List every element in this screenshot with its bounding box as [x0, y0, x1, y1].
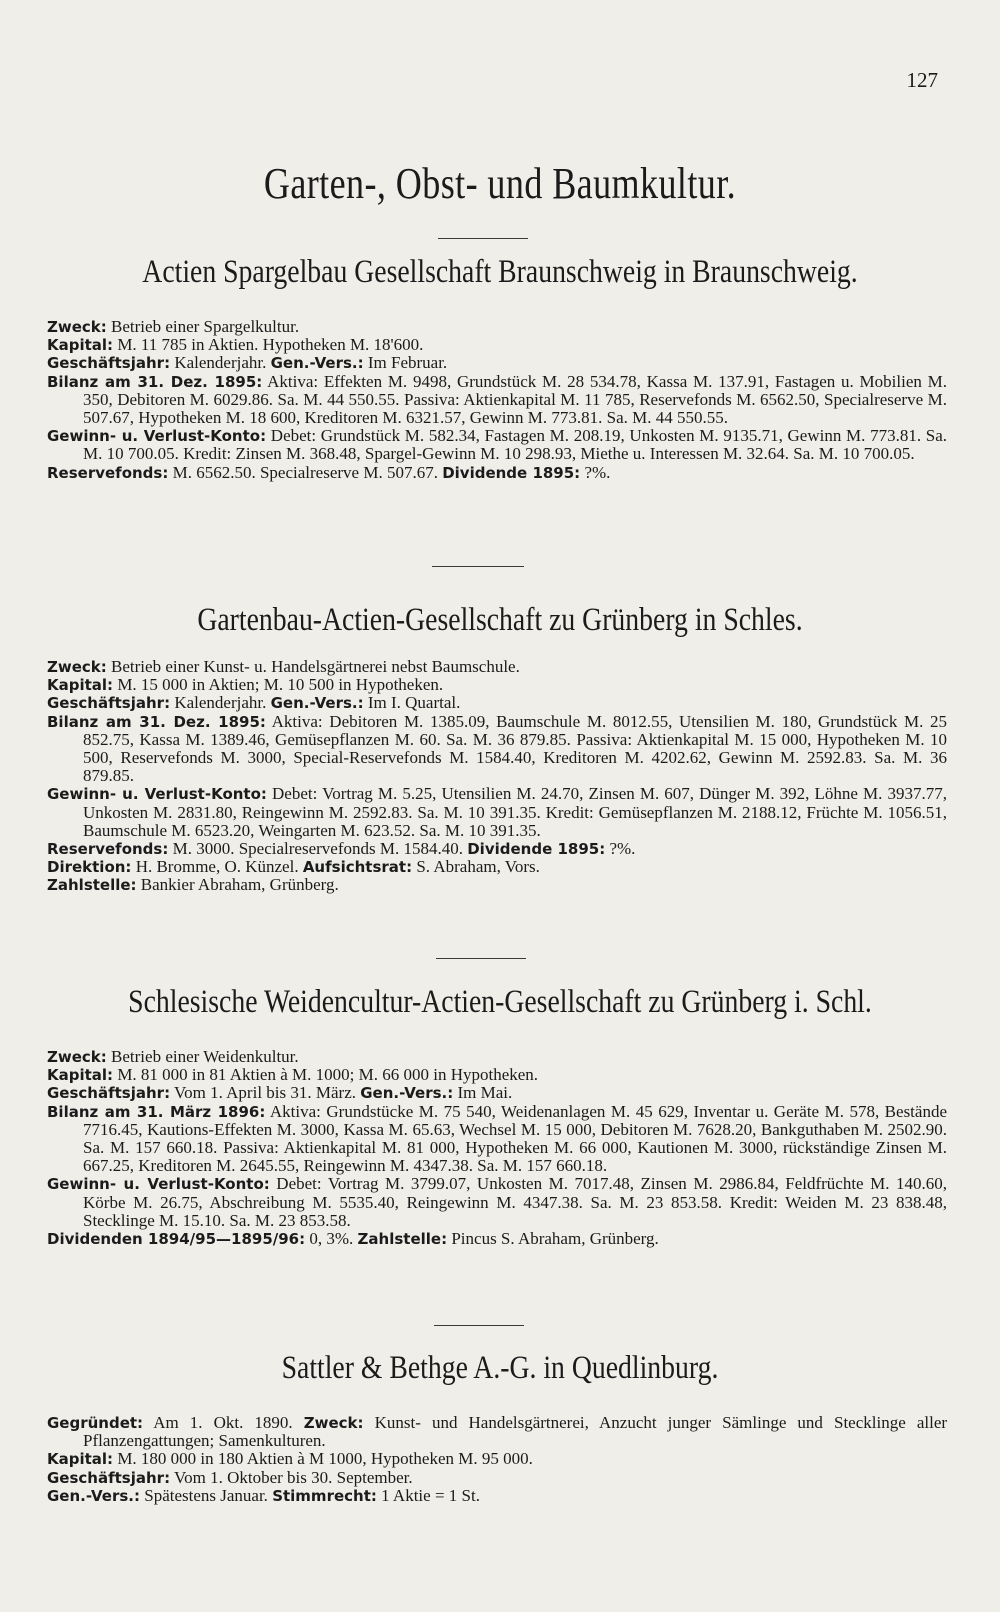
entry-gegruendet: Gegründet: Am 1. Okt. 1890. Zweck: Kunst- und Handelsgärtnerei, Anzucht junger Sämlinge und Stecklinge aller Pflanzengattungen; Samenkulturen.	[47, 1413, 948, 1451]
company-heading: Sattler & Bethge A.-G. in Quedlinburg.	[281, 1350, 719, 1386]
page-number: 127	[906, 68, 938, 92]
entry-kapital: Kapital: M. 11 785 in Aktien. Hypotheken M. 18'600.	[47, 335, 424, 355]
entry-direktion: Direktion: H. Bromme, O. Künzel. Aufsichtsrat: S. Abraham, Vors.	[47, 857, 540, 877]
company-entries	[47, 1048, 947, 1248]
company-entries	[47, 658, 947, 895]
company-heading: Actien Spargelbau Gesellschaft Braunschweig in Braunschweig.	[142, 254, 858, 290]
entry-geschaeftsjahr: Geschäftsjahr: Vom 1. April bis 31. März. Gen.-Vers.: Im Mai.	[47, 1083, 513, 1103]
title-divider	[438, 238, 528, 239]
section-divider	[432, 566, 524, 567]
entry-gen-vers: Gen.-Vers.: Spätestens Januar. Stimmrecht: 1 Aktie = 1 St.	[47, 1485, 480, 1505]
entry-bilanz: Bilanz am 31. Dez. 1895: Aktiva: Effekten M. 9498, Grundstück M. 28 534.78, Kassa M. 137.91, Fastagen u. Mobilien M. 350, Debitoren M. 6029.86. Sa. M. 44 550.55. Passiva: Aktienkapital M. 11 785, Reservefonds M. 6562.50, Specialreserve M. 507.67, Hypotheken M. 18 600, Kreditoren M. 6321.57, Gewinn M. 773.81. Sa. M. 44 550.55.	[47, 371, 948, 428]
main-title: Garten-, Obst- und Baumkultur.	[263, 159, 737, 208]
entry-reservefonds: Reservefonds: M. 3000. Specialreservefonds M. 1584.40. Dividende 1895: ?%.	[47, 839, 636, 859]
section-divider	[436, 958, 526, 959]
entry-reservefonds: Reservefonds: M. 6562.50. Specialreserve M. 507.67. Dividende 1895: ?%.	[47, 462, 611, 482]
entry-bilanz: Bilanz am 31. Dez. 1895: Aktiva: Debitoren M. 1385.09, Baumschule M. 8012.55, Utensilien M. 180, Grundstück M. 25 852.75, Kassa M. 1389.46, Gemüsepflanzen M. 60. Sa. M. 36 879.85. Passiva: Aktienkapital M. 15 000, Hypotheken M. 10 500, Reservefonds M. 3000, Special-Reservefonds M. 1584.40, Kreditoren M. 4202.62, Gewinn M. 2592.83. Sa. M. 36 879.85.	[47, 711, 948, 786]
company-heading: Schlesische Weidencultur-Actien-Gesellschaft zu Grünberg i. Schl.	[128, 984, 872, 1020]
company-heading: Gartenbau-Actien-Gesellschaft zu Grünberg in Schles.	[197, 602, 803, 638]
entry-geschaeftsjahr: Geschäftsjahr: Vom 1. Oktober bis 30. September.	[47, 1467, 413, 1487]
entry-zweck: Zweck: Betrieb einer Spargelkultur.	[47, 317, 300, 336]
entry-kapital: Kapital: M. 81 000 in 81 Aktien à M. 1000; M. 66 000 in Hypotheken.	[47, 1065, 539, 1085]
entry-kapital: Kapital: M. 15 000 in Aktien; M. 10 500 in Hypotheken.	[47, 675, 444, 695]
entry-geschaeftsjahr: Geschäftsjahr: Kalenderjahr. Gen.-Vers.: Im I. Quartal.	[47, 693, 461, 713]
company-entries	[47, 318, 947, 482]
entry-dividenden: Dividenden 1894/95—1895/96: 0, 3%. Zahlstelle: Pincus S. Abraham, Grünberg.	[47, 1229, 659, 1249]
entry-gewinn-verlust: Gewinn- u. Verlust-Konto: Debet: Grundstück M. 582.34, Fastagen M. 208.19, Unkosten M. 9135.71, Gewinn M. 773.81. Sa. M. 10 700.05. Kredit: Zinsen M. 368.48, Spargel-Gewinn M. 10 298.93, Miethe u. Interessen M. 32.64. Sa. M. 10 700.05.	[47, 426, 948, 464]
section-divider	[434, 1325, 524, 1326]
company-entries	[47, 1414, 947, 1505]
entry-gewinn-verlust: Gewinn- u. Verlust-Konto: Debet: Vortrag M. 3799.07, Unkosten M. 7017.48, Zinsen M. 2986.84, Feldfrüchte M. 140.60, Körbe M. 26.75, Abschreibung M. 5535.40, Reingewinn M. 4347.38. Sa. M. 23 853.58. Kredit: Weiden M. 23 838.48, Stecklinge M. 15.10. Sa. M. 23 853.58.	[47, 1174, 948, 1230]
entry-geschaeftsjahr: Geschäftsjahr: Kalenderjahr. Gen.-Vers.: Im Februar.	[47, 353, 448, 373]
entry-gewinn-verlust: Gewinn- u. Verlust-Konto: Debet: Vortrag M. 5.25, Utensilien M. 24.70, Zinsen M. 607, Dünger M. 392, Löhne M. 3937.77, Unkosten M. 2831.80, Reingewinn M. 2592.83. Sa. M. 10 391.35. Kredit: Gemüsepflanzen M. 2188.12, Früchte M. 1056.51, Baumschule M. 6523.20, Weingarten M. 623.52. Sa. M. 10 391.35.	[47, 784, 948, 840]
entry-zweck: Zweck: Betrieb einer Kunst- u. Handelsgärtnerei nebst Baumschule.	[47, 657, 520, 676]
entry-kapital: Kapital: M. 180 000 in 180 Aktien à M 1000, Hypotheken M. 95 000.	[47, 1449, 533, 1469]
entry-zweck: Zweck: Betrieb einer Weidenkultur.	[47, 1047, 299, 1066]
entry-bilanz: Bilanz am 31. März 1896: Aktiva: Grundstücke M. 75 540, Weidenanlagen M. 45 629, Inventar u. Geräte M. 578, Bestände 7716.45, Kautions-Effekten M. 3000, Kassa M. 65.63, Wechsel M. 15 000, Debitoren M. 7628.20, Bankguthaben M. 2502.90. Sa. M. 157 660.18. Passiva: Aktienkapital M. 81 000, Hypotheken M. 66 000, Kautionen M. 3000, rückständige Zinsen M. 667.25, Kreditoren M. 2645.55, Reingewinn M. 4347.38. Sa. M. 157 660.18.	[47, 1101, 947, 1176]
entry-zahlstelle: Zahlstelle: Bankier Abraham, Grünberg.	[47, 875, 339, 895]
